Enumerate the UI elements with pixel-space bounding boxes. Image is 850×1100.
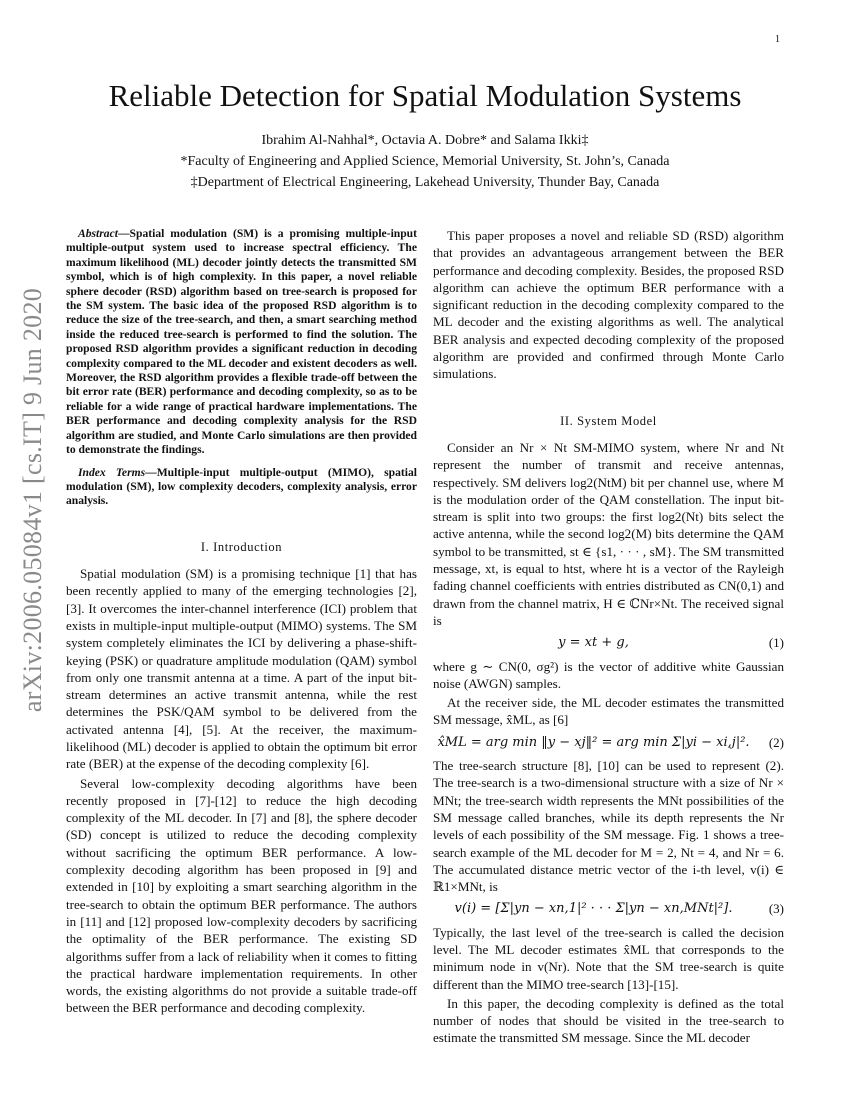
right-column [433, 227, 784, 1049]
system-model-paragraph-2: where g ∼ CN(0, σg²) is the vector of additive white Gaussian noise (AWGN) samples. [433, 658, 784, 691]
equation-3-number: (3) [768, 901, 784, 917]
paper-title: Reliable Detection for Spatial Modulation Systems [108, 78, 742, 113]
equation-2 [433, 734, 784, 751]
equation-2-body: x̂ML = arg min ‖y − xj‖² = arg min Σ|yi − xi,j|². [437, 734, 750, 750]
author-block [0, 130, 850, 193]
system-model-paragraph-3: At the receiver side, the ML decoder estimates the transmitted SM message, x̂ML, as [6] [433, 695, 784, 728]
arxiv-stamp [8, 287, 58, 713]
affiliation-1: *Faculty of Engineering and Applied Science, Memorial University, St. John’s, Canada [180, 154, 670, 169]
system-model-paragraph-4: The tree-search structure [8], [10] can be used to represent (2). The tree-search is a two-dimensional structure with a size of Nr × MNt; the tree-search width represents the MNt possibilities of the SM message called branches, while its depth represents the Nr levels of each possibility of the SM message. Fig. 1 shows a tree-search example of the ML decoder for M = 2, Nt = 4, and Nr = 6. The accumulated distance metric vector of the i-th level, v(i) ∈ ℝ1×MNt, is [433, 758, 784, 895]
equation-3-body: v(i) = [Σ|yn − xn,1|² · · · Σ|yn − xn,MNt|²]. [454, 901, 733, 917]
affiliation-2: ‡Department of Electrical Engineering, Lakehead University, Thunder Bay, Canada [190, 175, 660, 190]
system-model-paragraph-5: Typically, the last level of the tree-search is called the decision level. The ML decoder estimates x̂ML that corresponds to the minimum node in v(Nr). Note that the SM tree-search is quite different than the MIMO tree-search [13]-[15]. [433, 924, 784, 992]
equation-1-body: y = xt + g, [558, 635, 629, 651]
arxiv-id: arXiv:2006.05084v1 [cs.IT] 9 Jun 2020 [18, 287, 47, 713]
abstract-lead: Abstract [78, 227, 118, 240]
page-number: 1 [775, 34, 780, 45]
index-terms [66, 466, 417, 509]
abstract-text: —Spatial modulation (SM) is a promising multiple-input multiple-output system used to increase spectral efficiency. The maximum likelihood (ML) decoder jointly detects the transmitted SM symbol, which is of high complexity. In this paper, a novel reliable sphere decoder (RSD) algorithm based on tree-search is proposed for the SM system. The basic idea of the proposed RSD algorithm is to reduce the size of the tree-search, and then, a smart searching method inside the reduced tree-search is performed to find the solution. The proposed RSD algorithm provides a significant reduction in decoding complexity compared to the ML decoder and existent decoders as well. Moreover, the RSD algorithm provides a flexible trade-off between the bit error rate (BER) performance and decoding complexity, so as to be reliable for a wide range of practical hardware implementations. The BER performance and decoding complexity analysis for the RSD algorithm are studied, and Monte Carlo simulations are then provided to demonstrate the findings. [66, 227, 417, 457]
intro-paragraph-1: Spatial modulation (SM) is a promising technique [1] that has been recently applied to many of the emerging technologies [2], [3]. It overcomes the inter-channel interference (ICI) problem that exists in multiple-input multiple-output (MIMO) systems. The SM system completely eliminates the ICI by delivering a phase-shift-keying (PSK) or quadrature amplitude modulation (QAM) symbol from only one transmit antenna at a time. A part of the input bit-stream determines an active transmit antenna, while the rest determines the PSK/QAM symbol to be delivered from the activated antenna [4], [5]. At the receiver, the maximum-likelihood (ML) decoder is applied to obtain the optimum bit error rate (BER) at the expense of the decoding complexity [6]. [66, 566, 417, 772]
index-terms-text: —Multiple-input multiple-output (MIMO), spatial modulation (SM), low complexity decoders, complexity analysis, error analysis. [66, 465, 417, 508]
author-names: Ibrahim Al-Nahhal*, Octavia A. Dobre* and Salama Ikki‡ [261, 133, 589, 148]
system-model-paragraph-1: Consider an Nr × Nt SM-MIMO system, where Nr and Nt represent the number of transmit and receive antennas, respectively. SM delivers log2(NtM) bit per channel use, where M is the modulation order of the QAM constellation. The input bit-stream is split into two groups: the first log2(Nt) bits select the active antenna, while the second log2(M) bits determine the QAM symbol to be transmitted, st ∈ {s1, · · · , sM}. The SM transmitted message, xt, is equal to htst, where ht is a vector of the Rayleigh fading channel coefficients with entries distributed as CN(0,1) and drawn from the channel matrix, H ∈ ℂNr×Nt. The received signal is [433, 439, 784, 628]
section-heading-system-model: II. System Model [560, 413, 657, 428]
equation-1 [433, 634, 784, 651]
equation-1-number: (1) [768, 635, 784, 651]
abstract [66, 227, 417, 458]
section-heading-introduction: I. Introduction [200, 539, 283, 554]
system-model-paragraph-6: In this paper, the decoding complexity is defined as the total number of nodes that should be visited in the tree-search to estimate the transmitted SM message. Since the ML decoder [433, 995, 784, 1046]
left-column [66, 227, 417, 1019]
index-terms-lead: Index Terms [78, 465, 146, 479]
intro-paragraph-3: This paper proposes a novel and reliable SD (RSD) algorithm that provides an advantageous arrangement between the BER performance and decoding complexity. Besides, the proposed RSD algorithm can achieve the optimum BER performance with a significant reduction in the decoding complexity compared to the ML decoder and the existing algorithms as well. The analytical BER analysis and expected decoding complexity of the proposed algorithm are provided and confirmed through Monte Carlo simulations. [433, 228, 784, 382]
equation-3 [433, 900, 784, 917]
equation-2-number: (2) [768, 734, 784, 750]
intro-paragraph-2: Several low-complexity decoding algorithms have been recently proposed in [7]-[12] to reduce the high decoding complexity of the ML decoder. In [7] and [8], the sphere decoder (SD) concept is utilized to reduce the decoding complexity without sacrificing the optimum BER performance. A low-complexity decoding algorithm has been proposed in [9] and extended in [10] by exploiting a smart searching algorithm in the tree-search to obtain the optimum BER performance. The authors in [11] and [12] proposed low-complexity decoders by sacrificing the optimality of the BER performance. The existing SD algorithms suffer from a lack of reliability when it comes to fitting the practical hardware implementation requirements. In other words, the existing algorithms do not provide a suitable trade-off between the BER performance and decoding complexity. [66, 775, 417, 1016]
